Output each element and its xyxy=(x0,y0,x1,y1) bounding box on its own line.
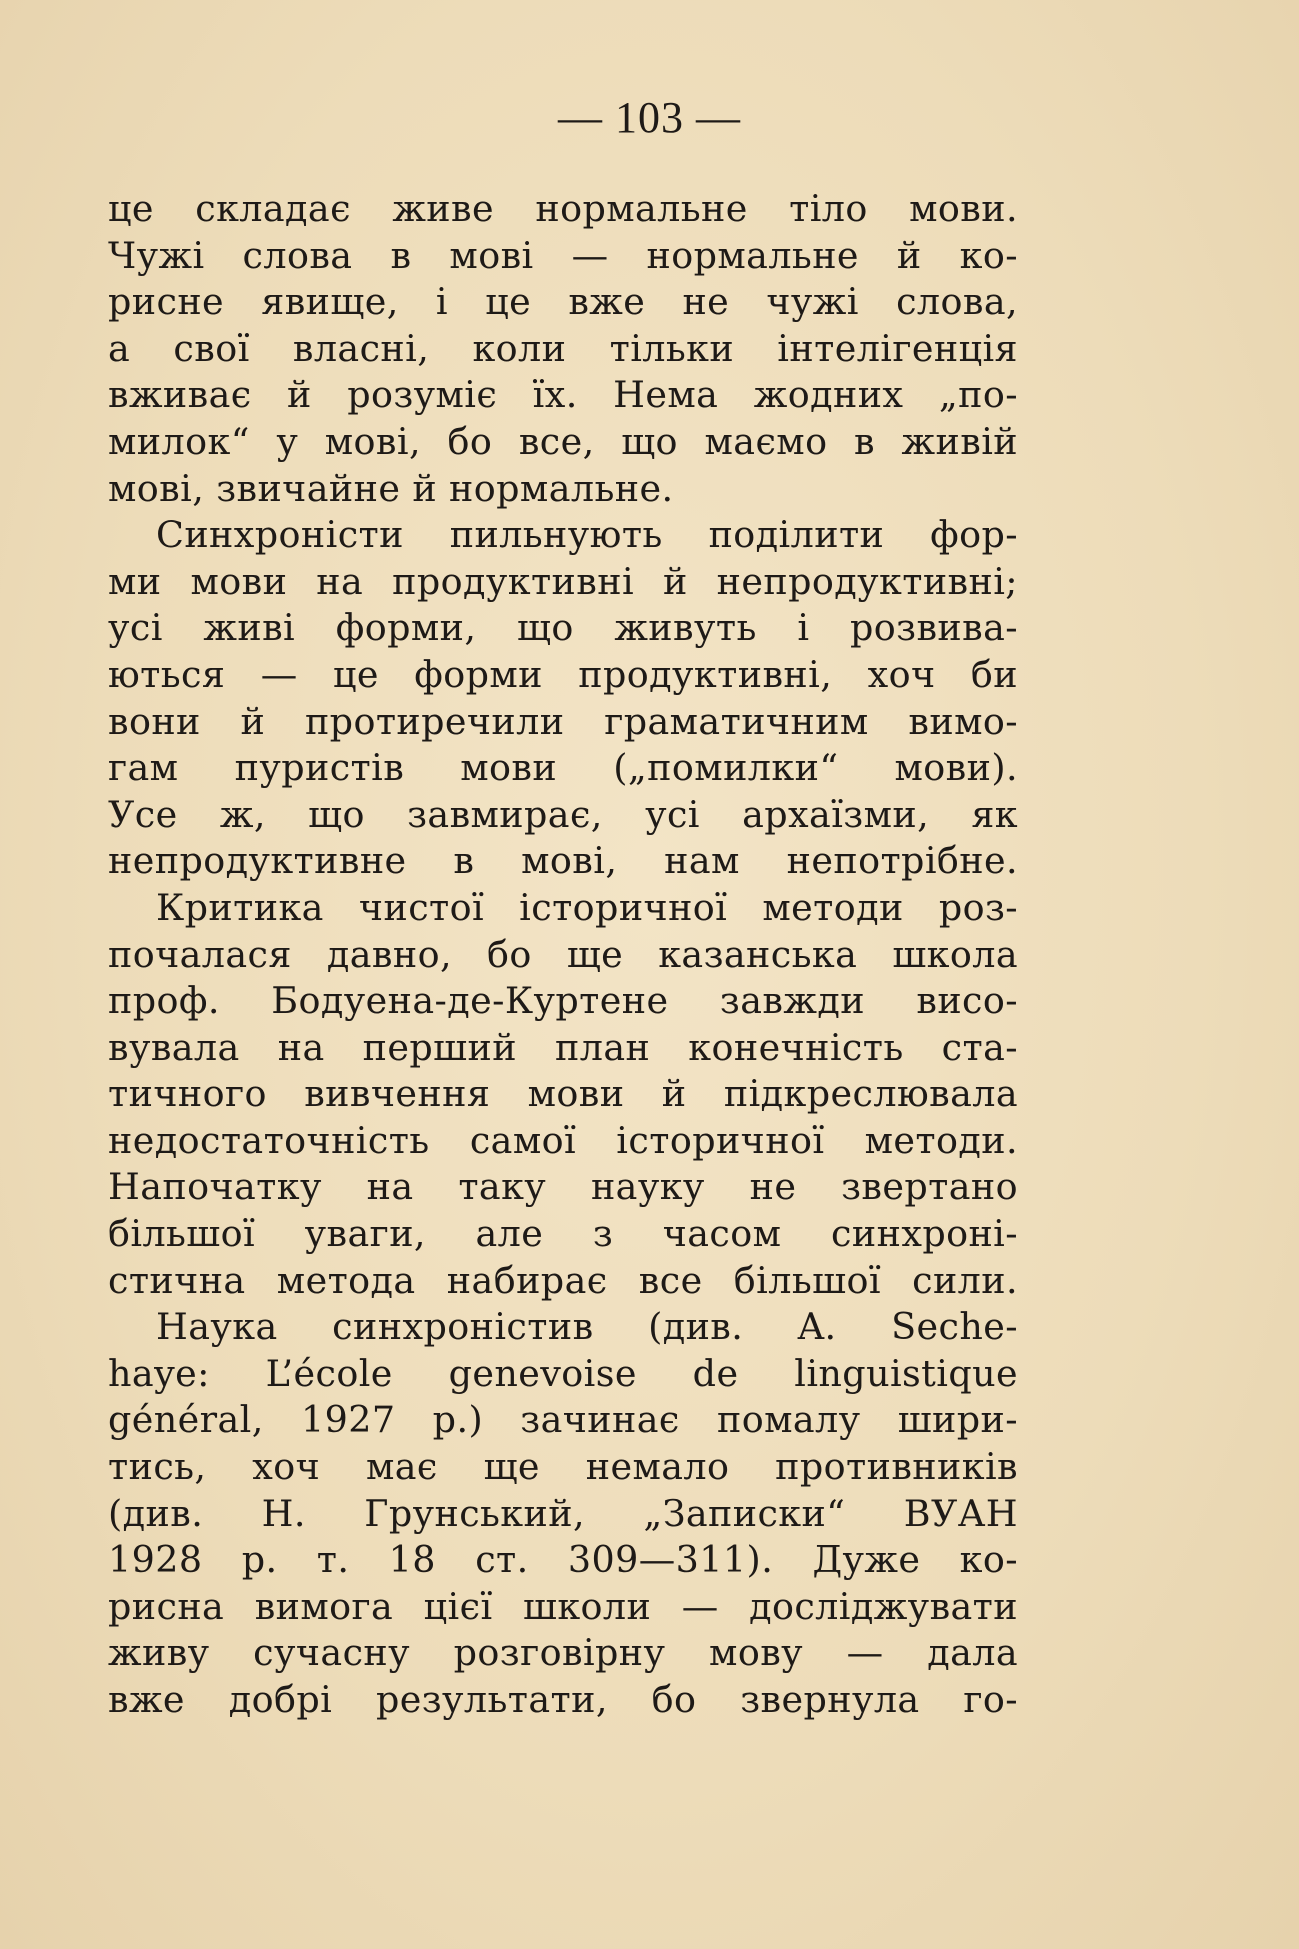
text-line: Критика чистої історичної методи роз- xyxy=(156,885,1018,929)
text-line: рисна вимога цієї школи — досліджувати xyxy=(108,1584,1018,1628)
text-line: рисне явище, і це вже не чужі слова, xyxy=(108,280,1018,324)
text-line: вживає й розуміє їх. Нема жодних „по- xyxy=(108,373,1018,417)
text-line: ми мови на продуктивні й непродуктивні; xyxy=(108,559,1018,603)
text-line: тись, хоч має ще немало противників xyxy=(108,1445,1018,1489)
text-line: Синхроністи пильнують поділити фор- xyxy=(156,513,1018,557)
text-line: тичного вивчення мови й підкреслювала xyxy=(108,1072,1018,1116)
text-line: проф. Бодуена-де-Куртене завжди висо- xyxy=(108,979,1018,1023)
text-line: Наука синхроністив (див. A. Seche- xyxy=(156,1305,1018,1349)
body-text xyxy=(108,186,1018,1724)
page-number: — 103 — xyxy=(558,93,741,142)
text-line: гам пуристів мови („помилки“ мови). xyxy=(108,746,1018,790)
text-line: (див. H. Грунський, „Записки“ ВУАН xyxy=(108,1491,1018,1535)
text-line: більшої уваги, але з часом синхроні- xyxy=(108,1212,1018,1256)
text-line: це складає живе нормальне тіло мови. xyxy=(108,187,1018,230)
text-line: стична метода набирає все більшої сили. xyxy=(108,1258,1018,1302)
text-line: усі живі форми, що живуть і розвива- xyxy=(108,606,1018,650)
text-line: милок“ у мові, бо все, що маємо в живій xyxy=(108,419,1018,463)
text-line: Усе ж, що завмирає, усі архаїзми, як xyxy=(108,792,1018,836)
text-line: непродуктивне в мові, нам непотрібне. xyxy=(108,839,1018,883)
text-line: вони й протиречили граматичним вимо- xyxy=(108,699,1018,743)
text-line: мові, звичайне й нормальне. xyxy=(108,466,674,510)
text-line: почалася давно, бо ще казанська школа xyxy=(108,932,1018,976)
text-line: живу сучасну розговірну мову — дала xyxy=(108,1631,1018,1675)
text-line: вувала на перший план конечність ста- xyxy=(108,1025,1018,1069)
text-line: недостаточність самої історичної методи. xyxy=(108,1118,1018,1162)
text-line: Чужі слова в мові — нормальне й ко- xyxy=(108,233,1018,277)
text-line: вже добрі результати, бо звернула го- xyxy=(108,1678,1018,1721)
text-line: général, 1927 p.) зачинає помалу шири- xyxy=(108,1398,1018,1442)
text-line: 1928 p. т. 18 ст. 309—311). Дуже ко- xyxy=(108,1538,1018,1582)
text-line: ються — це форми продуктивні, хоч би xyxy=(108,652,1018,696)
text-line: а свої власні, коли тільки інтелігенція xyxy=(108,326,1018,370)
text-line: haye: L’école genevoise de linguistique xyxy=(108,1351,1018,1395)
text-line: Напочатку на таку науку не звертано xyxy=(108,1165,1018,1209)
